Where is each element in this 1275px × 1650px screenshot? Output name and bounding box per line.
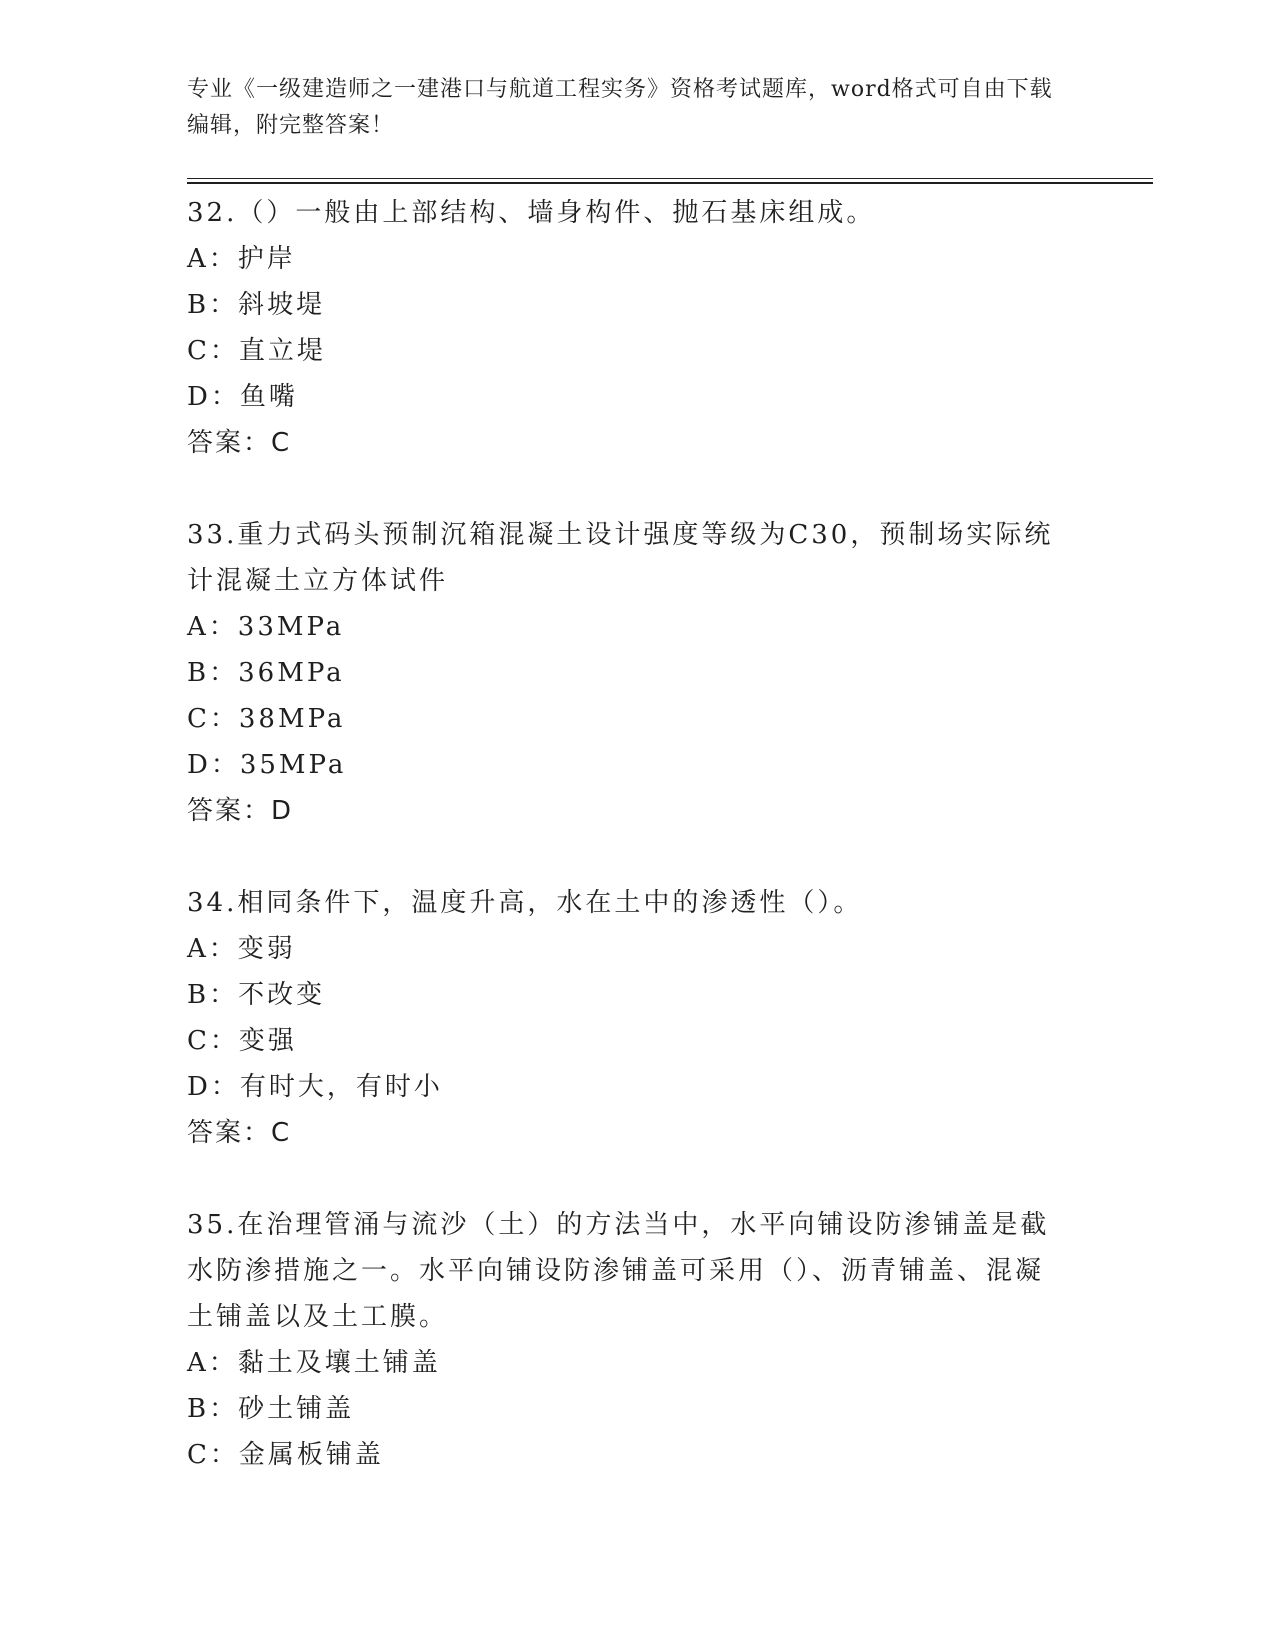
question-list — [187, 190, 1067, 1524]
question-stem: 34.相同条件下，温度升高，水在土中的渗透性（）。 — [187, 888, 863, 918]
answer: 答案：C — [187, 428, 292, 458]
question-35 — [187, 1202, 1067, 1478]
option-c: C：38MPa — [187, 704, 346, 734]
question-32 — [187, 190, 1067, 466]
answer: 答案：D — [187, 796, 294, 826]
option-a: A：黏土及壤土铺盖 — [187, 1348, 441, 1378]
option-d: D：35MPa — [187, 750, 347, 780]
option-b: B：36MPa — [187, 658, 345, 688]
option-a: A：变弱 — [187, 934, 296, 964]
option-b: B：不改变 — [187, 980, 326, 1010]
option-a: A：护岸 — [187, 244, 296, 274]
option-c: C：变强 — [187, 1026, 297, 1056]
option-b: B：砂土铺盖 — [187, 1394, 355, 1424]
question-stem: 35.在治理管涌与流沙（土）的方法当中，水平向铺设防渗铺盖是截水防渗措施之一。水平向铺设防渗铺盖可采用（）、沥青铺盖、混凝土铺盖以及土工膜。 — [187, 1210, 1050, 1332]
option-d: D：鱼嘴 — [187, 382, 298, 412]
answer: 答案：C — [187, 1118, 292, 1148]
option-b: B：斜坡堤 — [187, 290, 326, 320]
option-a: A：33MPa — [187, 612, 345, 642]
question-stem: 33.重力式码头预制沉箱混凝土设计强度等级为C30，预制场实际统计混凝土立方体试件 — [187, 520, 1054, 596]
header-divider-thin — [187, 178, 1153, 179]
document-header: 专业《一级建造师之一建港口与航道工程实务》资格考试题库，word格式可自由下载编辑，附完整答案！ — [187, 77, 1053, 138]
option-c: C：直立堤 — [187, 336, 326, 366]
question-stem: 32.（）一般由上部结构、墙身构件、抛石基床组成。 — [187, 198, 876, 228]
header-divider-thick — [187, 182, 1153, 184]
option-c: C：金属板铺盖 — [187, 1440, 384, 1470]
question-33 — [187, 512, 1067, 834]
question-34 — [187, 880, 1067, 1156]
option-d: D：有时大，有时小 — [187, 1072, 443, 1102]
